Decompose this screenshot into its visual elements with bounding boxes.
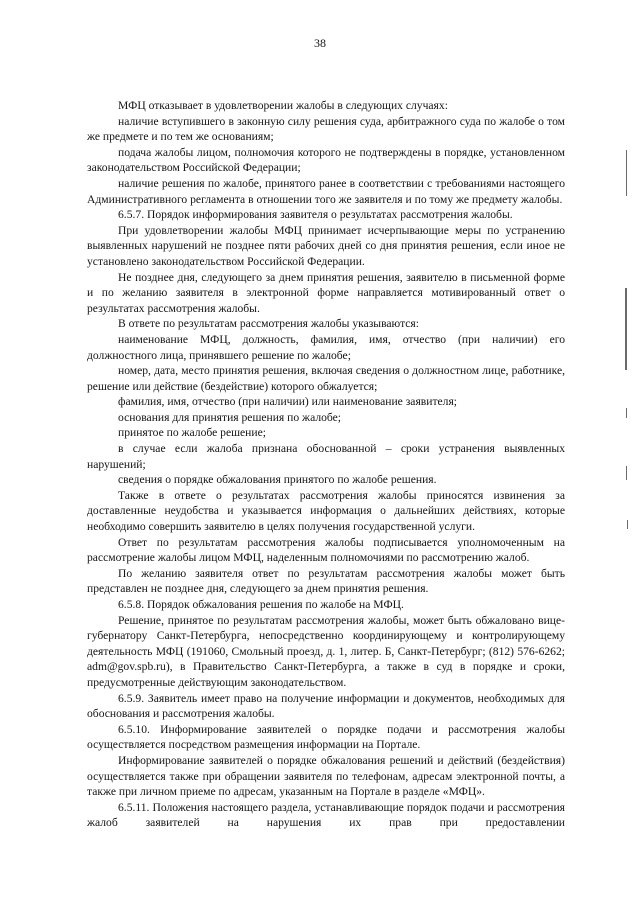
document-body [87,98,565,831]
paragraph: основания для принятия решения по жалобе; [118,410,342,424]
page-number: 38 [314,36,326,50]
paragraph: номер, дата, место принятия решения, включая сведения о должностном лице, работнике, решение или действие (бездействие) которого обжалуется; [87,364,565,393]
paragraph: В ответе по результатам рассмотрения жалобы указываются: [118,317,419,331]
paragraph: наименование МФЦ, должность, фамилия, имя, отчество (при наличии) его должностного лица, принявшего решение по жалобе; [87,332,565,362]
paragraph: 6.5.10. Информирование заявителей о порядке подачи и рассмотрения жалобы осуществляется посредством размещения информации на Портале. [87,722,565,752]
scan-margin-mark [626,150,627,196]
paragraph: 6.5.11. Положения настоящего раздела, устанавливающие порядок подачи и рассмотрения жалоб заявителей на нарушения их прав при предоставлении [87,800,565,830]
paragraph: МФЦ отказывает в удовлетворении жалобы в следующих случаях: [118,99,448,112]
scan-margin-mark [626,408,627,418]
paragraph: в случае если жалоба признана обоснованной – сроки устранения выявленных нарушений; [87,442,565,471]
paragraph: Не позднее дня, следующего за днем принятия решения, заявителю в письменной форме и по желанию заявителя в электронной форме направляется мотивированный ответ о результатах рассмотрения жалобы. [87,270,565,315]
paragraph: подача жалобы лицом, полномочия которого не подтверждены в порядке, установленном законодательством Российской Федерации; [87,145,565,175]
paragraph: фамилия, имя, отчество (при наличии) или наименование заявителя; [118,395,458,409]
paragraph: Информирование заявителей о порядке обжалования решений и действий (бездействия) осуществляется также при обращении заявителя по телефонам, адресам электронной почты, а также при личном приеме по адресам, указанным на Портале в разделе «МФЦ». [87,753,565,799]
paragraph: 6.5.7. Порядок информирования заявителя о результатах рассмотрения жалобы. [118,208,513,222]
paragraph: сведения о порядке обжалования принятого по жалобе решения. [118,473,437,487]
scan-margin-mark [627,520,628,529]
paragraph: Также в ответе о результатах рассмотрения жалобы приносятся извинения за доставленные неудобства и указывается информация о дальнейших действиях, которые необходимо совершить заявителю в целях получения государственной услуги. [87,488,565,534]
paragraph: наличие решения по жалобе, принятого ранее в соответствии с требованиями настоящего Административного регламента в отношении того же заявителя и по тому же предмету жалобы. [87,176,565,206]
paragraph: принятое по жалобе решение; [118,426,266,440]
scan-margin-mark [625,288,627,370]
paragraph: По желанию заявителя ответ по результатам рассмотрения жалобы может быть представлен не позднее дня, следующего за днем принятия решения. [87,566,565,596]
paragraph: Решение, принятое по результатам рассмотрения жалобы, может быть обжаловано вице-губернатору Санкт-Петербурга, непосредственно координирующему и контролирующему деятельность МФЦ (191060, Смольный проезд, д. 1, литер. Б, Санкт-Петербург; (812) 576-6262; adm@gov.spb.ru), в Правительство Санкт-Петербурга, а также в суд в порядке и сроки, предусмотренные действующим законодательством. [87,613,565,689]
paragraph: 6.5.8. Порядок обжалования решения по жалобе на МФЦ. [118,598,404,611]
paragraph: При удовлетворении жалобы МФЦ принимает исчерпывающие меры по устранению выявленных нарушений не позднее пяти рабочих дней со дня принятия решения, если иное не установлено законодательством Российской Федерации. [87,223,565,268]
scan-margin-mark [626,466,627,480]
paragraph: наличие вступившего в законную силу решения суда, арбитражного суда по жалобе о том же предмете и по тем же основаниям; [87,114,565,144]
paragraph: Ответ по результатам рассмотрения жалобы подписывается уполномоченным на рассмотрение жалобы лицом МФЦ, наделенным полномочиями по рассмотрению жалоб. [87,535,565,565]
paragraph: 6.5.9. Заявитель имеет право на получение информации и документов, необходимых для обоснования и рассмотрения жалобы. [87,691,565,721]
